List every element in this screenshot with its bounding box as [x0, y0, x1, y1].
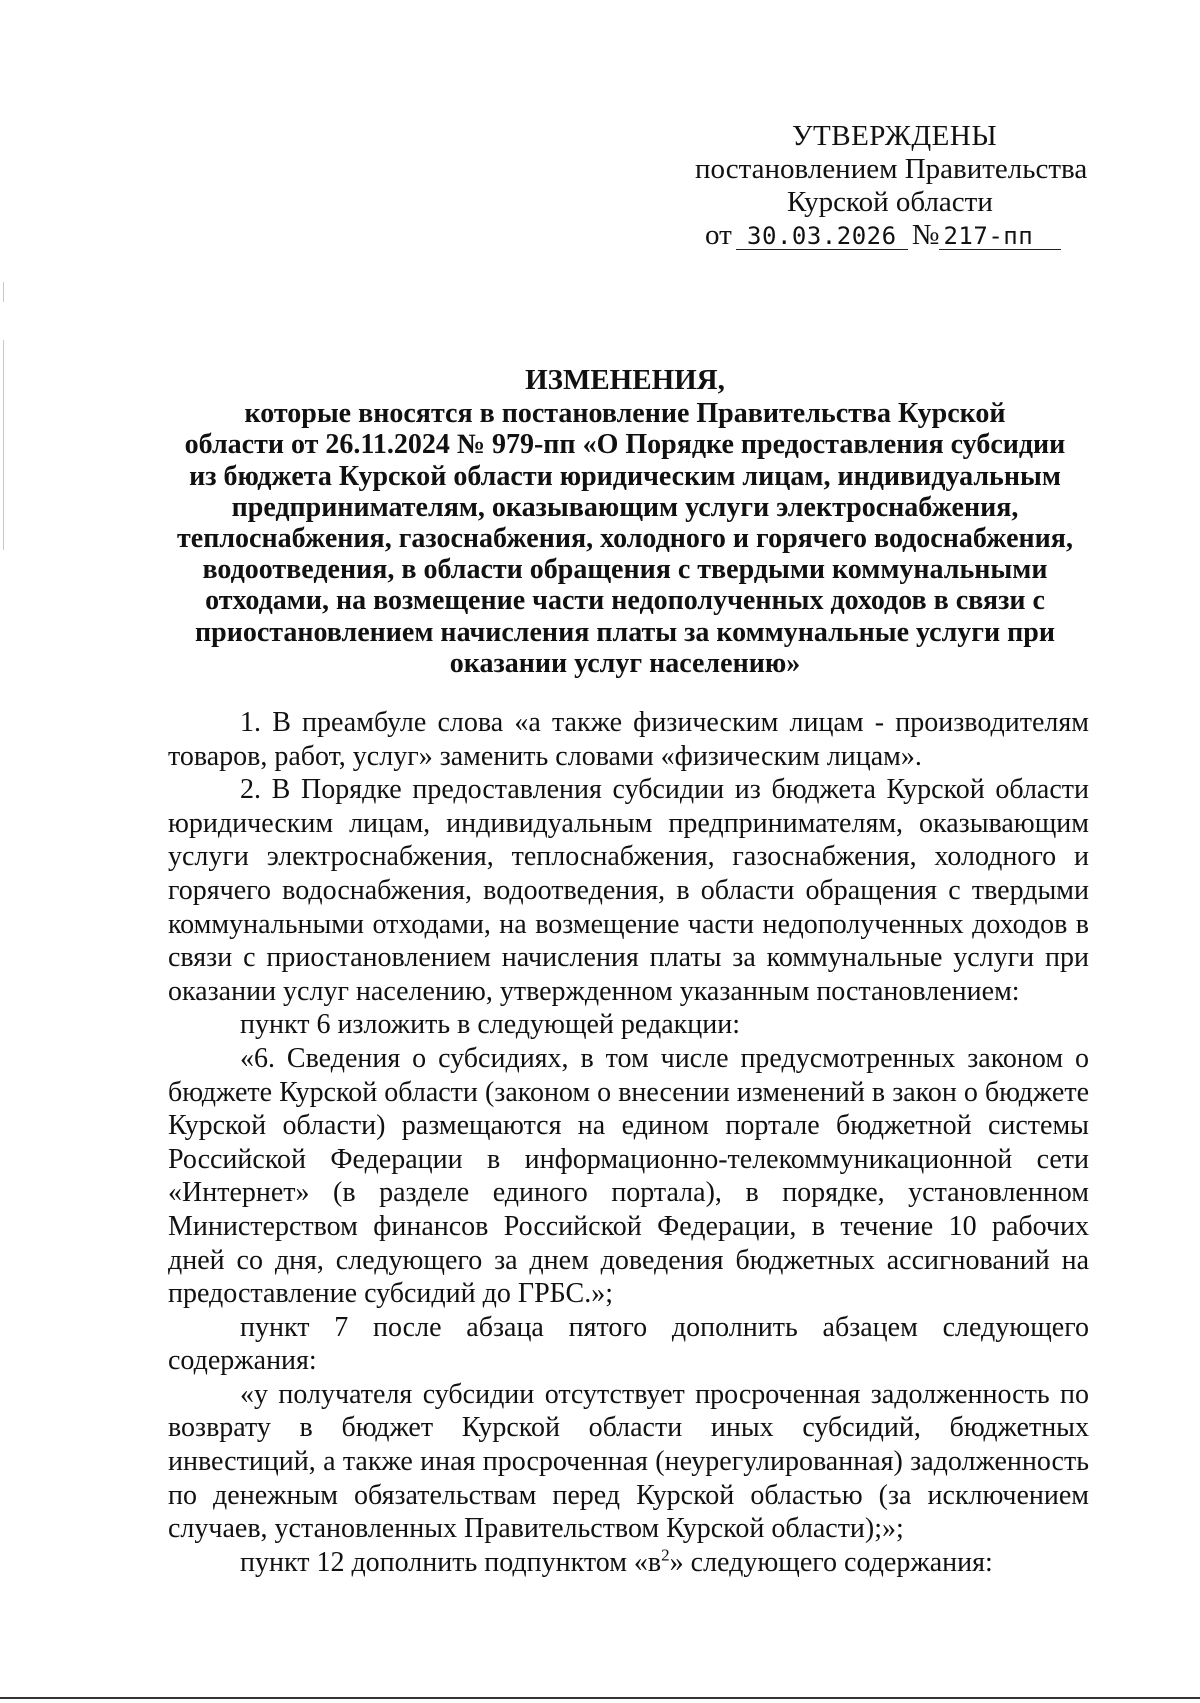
- approval-issuer-line: постановлением Правительства: [695, 153, 1088, 185]
- document-heading: [160, 365, 1090, 679]
- body-paragraph: 1. В преамбуле слова «а также физическим лицам - производителям товаров, работ, услуг» заменить словами «физическим лицам».: [168, 707, 1089, 772]
- approval-title: УТВЕРЖДЕНЫ: [792, 120, 998, 152]
- body-paragraph-last: [168, 1546, 1089, 1580]
- last-line-text: пункт 12 дополнить подпунктом «в: [240, 1546, 662, 1578]
- heading-line: водоотведения, в области обращения с твердыми коммунальными: [202, 554, 1048, 586]
- heading-title: ИЗМЕНЕНИЯ,: [525, 364, 725, 396]
- approval-number-value: 217-пп: [939, 223, 1061, 250]
- heading-line: отходами, на возмещение части недополученных доходов в связи с: [205, 585, 1045, 617]
- heading-line: предпринимателям, оказывающим услуги электроснабжения,: [231, 491, 1019, 523]
- heading-line: области от 26.11.2024 № 979-пп «О Порядке предоставления субсидии: [184, 429, 1066, 461]
- body-paragraph: пункт 7 после абзаца пятого дополнить абзацем следующего содержания:: [168, 1311, 1089, 1377]
- heading-line: оказании услуг населению»: [449, 647, 801, 679]
- last-line-text-end: » следующего содержания:: [669, 1546, 993, 1578]
- scan-artifact-mark: [3, 282, 4, 302]
- scan-bottom-edge: [0, 1697, 1200, 1699]
- body-paragraph: 2. В Порядке предоставления субсидии из бюджета Курской области юридическим лицам, индивидуальным предпринимателям, оказывающим услуги электроснабжения, теплоснабжения, газоснабжения, холодного и горячего водоснабжения, водоотведения, в области обращения с твердыми коммунальными отходами, на возмещение части недополученных доходов в связи с приостановлением начисления платы за коммунальные услуги при оказании услуг населению, утвержденном указанным постановлением:: [168, 774, 1089, 1007]
- subpoint-superscript: 2: [661, 1545, 670, 1565]
- approval-date-value: 30.03.2026: [736, 223, 908, 250]
- approval-region-line: Курской области: [787, 186, 993, 218]
- heading-line: из бюджета Курской области юридическим лицам, индивидуальным: [189, 460, 1061, 492]
- approval-number-prefix: №: [911, 219, 940, 251]
- heading-line: которые вносятся в постановление Правительства Курской: [244, 398, 1006, 430]
- heading-line: теплоснабжения, газоснабжения, холодного и горячего водоснабжения,: [177, 523, 1073, 555]
- body-paragraph: пункт 6 изложить в следующей редакции:: [240, 1009, 740, 1041]
- approval-date-number-line: [690, 219, 1090, 252]
- approval-stamp-block: [690, 120, 1090, 252]
- document-body: [168, 706, 1089, 1579]
- body-paragraph: «6. Сведения о субсидиях, в том числе предусмотренных законом о бюджете Курской области (законом о внесении изменений в закон о бюджете Курской области) размещаются на едином портале бюджетной системы Российской Федерации в информационно-телекоммуникационной сети «Интернет» (в разделе единого портала), в порядке, установленном Министерством финансов Российской Федерации, в течение 10 рабочих дней со дня, следующего за днем доведения бюджетных ассигнований на предоставление субсидий до ГРБС.»;: [168, 1042, 1089, 1310]
- body-paragraph: «у получателя субсидии отсутствует просроченная задолженность по возврату в бюджет Курской области иных субсидий, бюджетных инвестиций, а также иная просроченная (неурегулированная) задолженность по денежным обязательствам перед Курской областью (за исключением случаев, установленных Правительством Курской области);»;: [168, 1378, 1089, 1545]
- scan-artifact-mark: [3, 340, 4, 550]
- approval-date-prefix: от: [705, 219, 732, 251]
- heading-line: приостановлением начисления платы за коммунальные услуги при: [194, 616, 1055, 648]
